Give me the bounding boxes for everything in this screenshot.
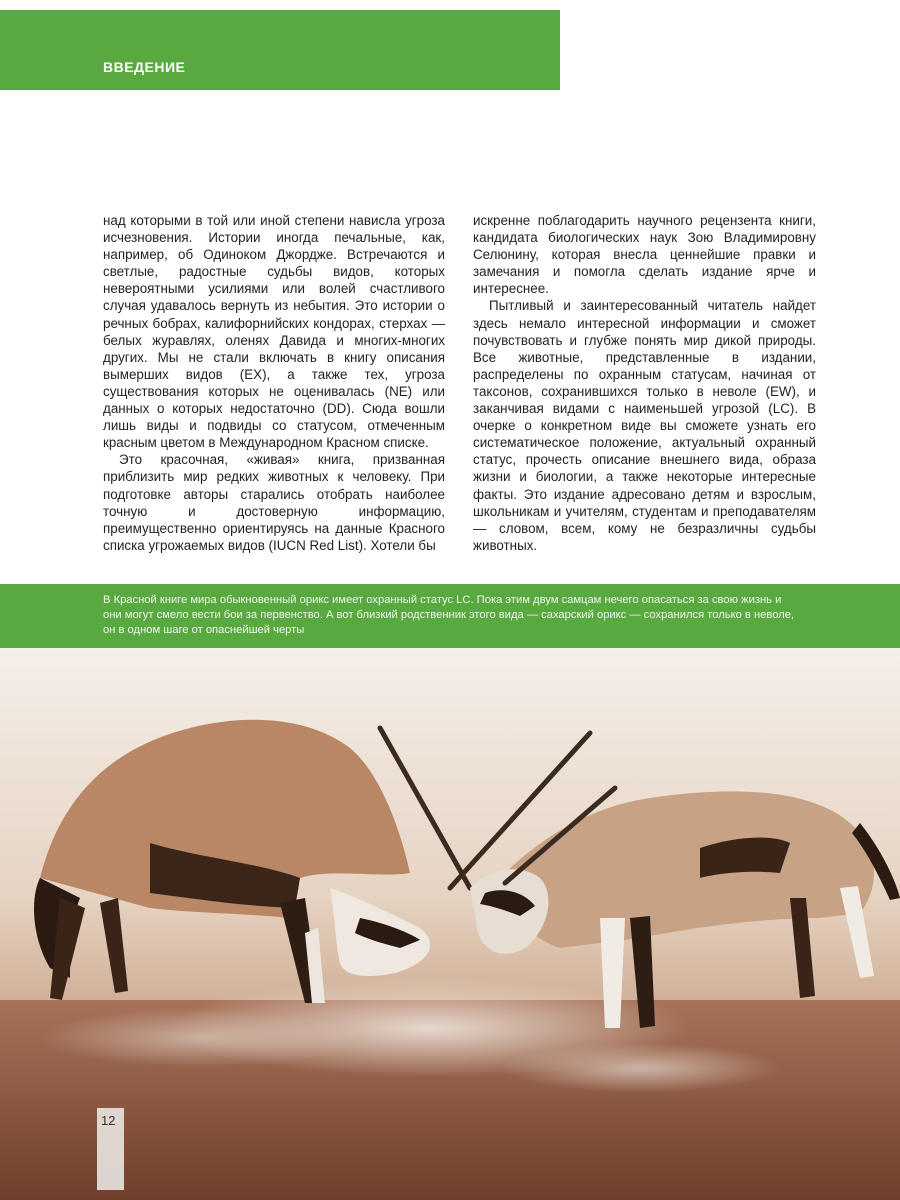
dust-cloud (40, 1008, 360, 1068)
page-number: 12 (101, 1113, 116, 1128)
paragraph: Пытливый и заинтересованный читатель найдет здесь немало интересной информации и сможет почувствовать и глубже понять мир дикой природы. Все животные, представленные в издании, распределены по охранным статусам, начиная от таксонов, сохранившихся только в неволе (EW), и заканчивая видами с наименьшей угрозой (LC). В очерке о конкретном виде вы сможете узнать его систематическое положение, актуальный охранный статус, прочесть описание внешнего вида, образа жизни и биологии, а также некоторые интересные факты. Это издание адресовано детям и взрослым, школьникам и учителям, студентам и преподавателям — словом, всем, кому не безразличны судьбы животных. (473, 298, 816, 553)
section-header-band (0, 10, 560, 90)
photo-caption: В Красной книге мира обыкновенный орикс имеет охранный статус LC. Пока этим двум самцам нечего опасаться за свою жизнь и они могут смело вести бои за первенство. А вот близкий родственник этого вида — сахарский орикс — сохранился только в неволе, он в одном шаге от опаснейшей черты (103, 594, 795, 636)
oryx-photo (0, 648, 900, 1200)
section-title: ВВЕДЕНИЕ (103, 59, 186, 75)
text-column-left (103, 212, 445, 554)
paragraph: искренне поблагодарить научного рецензента книги, кандидата биологических наук Зою Владимировну Селюнину, которая внесла ценнейшие правки и замечания и помогла сделать издание ярче и интереснее. (473, 213, 816, 297)
dust-cloud (500, 1043, 780, 1093)
paragraph: над которыми в той или иной степени нависла угроза исчезновения. Истории иногда печальные, как, например, об Одиноком Джордже. Встречаются и светлые, радостные судьбы видов, которых невероятными усилиями или волей счастливого случая удавалось вернуть из небытия. Это истории о речных бобрах, калифорнийских кондорах, стерхах — белых журавлях, оленях Давида и многих-многих других. Мы не стали включать в книгу описания вымерших видов (EX), а также тех, угроза существования которых не оценивалась (NE) или данных о которых недостаточно (DD). Сюда вошли лишь виды и подвиды со статусом, отмеченным красным цветом в Международном Красном списке. (103, 213, 445, 451)
text-column-right (473, 212, 816, 554)
paragraph: Это красочная, «живая» книга, призванная приблизить мир редких животных к человеку. При подготовке авторы старались отобрать наиболее точную и достоверную информацию, преимущественно ориентируясь на данные Красного списка угрожаемых видов (IUCN Red List). Хотели бы (103, 452, 445, 553)
